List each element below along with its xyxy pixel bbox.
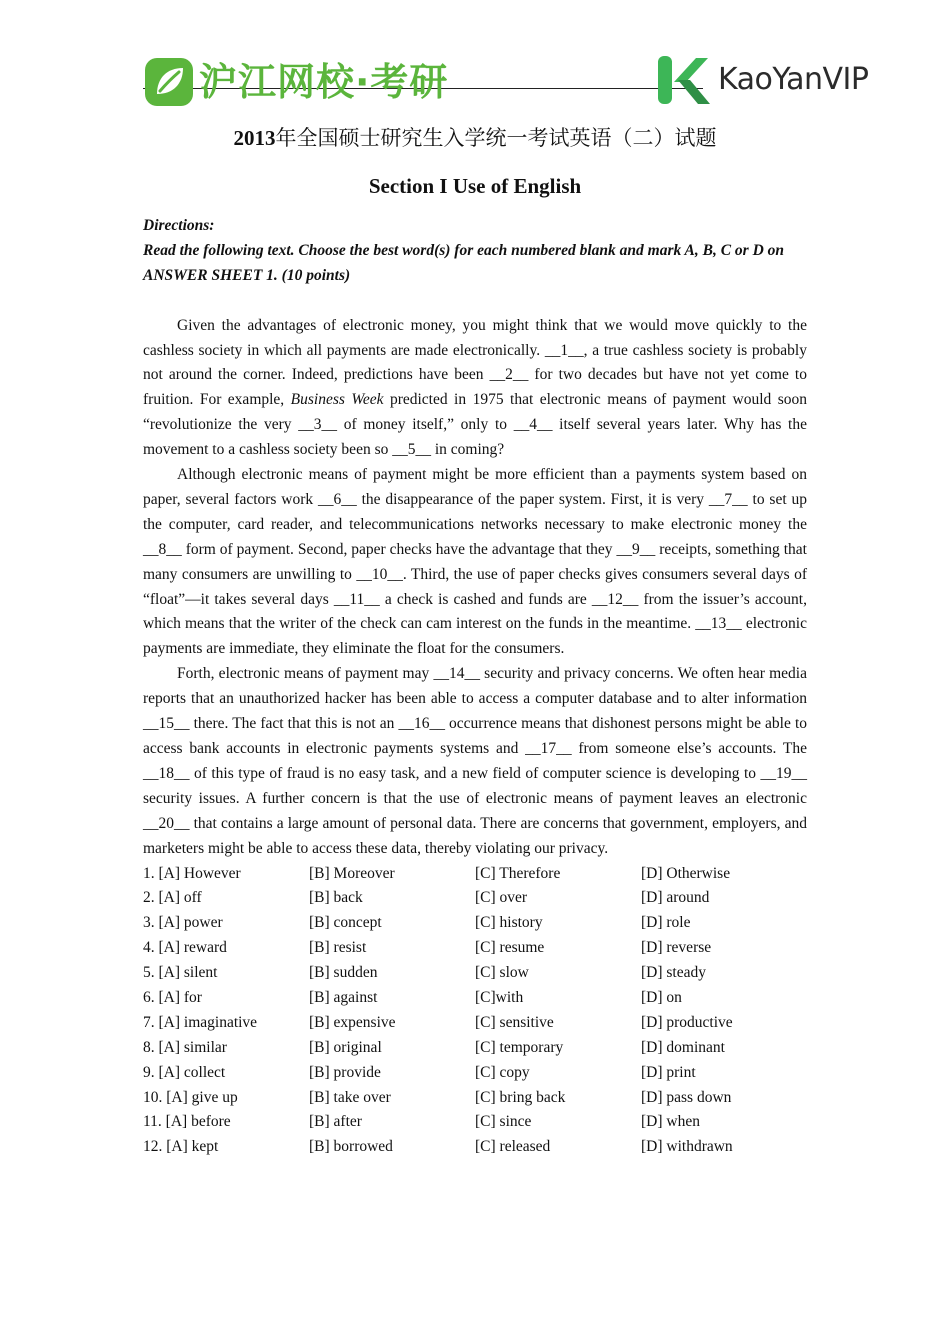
option-row	[143, 936, 807, 961]
option-row	[143, 1061, 807, 1086]
directions-heading: Directions:	[143, 217, 215, 234]
option-choice: 7. [A] imaginative	[143, 1013, 258, 1031]
option-choice: [D] on	[641, 989, 682, 1006]
option-row	[143, 1011, 807, 1036]
spacer	[143, 289, 807, 314]
option-choice: [B] resist	[309, 939, 367, 957]
option-row	[143, 1110, 807, 1135]
option-choice: [D] pass down	[641, 1088, 732, 1106]
leaf-icon	[143, 56, 195, 108]
option-choice: [B] Moreover	[309, 864, 395, 882]
option-choice: 1. [A] However	[143, 864, 241, 882]
option-row	[143, 1086, 807, 1111]
option-choice: [D] role	[641, 914, 691, 932]
option-choice: [C] over	[475, 889, 528, 907]
option-choice: [B] after	[309, 1113, 362, 1131]
option-choice: [B] back	[309, 889, 363, 907]
page-header	[0, 0, 950, 115]
paragraph-1-text-a: Given the advantages of electronic money, you might think that we would move quickly to the cashless society in which all payments are made electronically. __1__, a true cashless society is probably not around the corner. Indeed, predictions have been __2__ for two decades but have not yet come to fruition. For example,	[143, 316, 807, 409]
option-choice: [B] take over	[309, 1088, 391, 1106]
k-logo-icon	[654, 52, 710, 108]
option-choice: [D] Otherwise	[641, 864, 731, 882]
option-choice: [C] released	[475, 1138, 551, 1156]
option-row	[143, 986, 807, 1011]
option-row	[143, 1036, 807, 1061]
option-choice: 11. [A] before	[143, 1113, 231, 1131]
option-choice: [D] when	[641, 1113, 700, 1131]
option-row	[143, 911, 807, 936]
hujiang-logo	[143, 54, 448, 110]
option-choice: [D] dominant	[641, 1038, 725, 1056]
option-row	[143, 886, 807, 911]
exam-title-text: 年全国硕士研究生入学统一考试英语（二）试题	[275, 126, 717, 150]
option-choice: [C] temporary	[475, 1038, 564, 1056]
option-choice: 8. [A] similar	[143, 1038, 227, 1056]
paragraph-3: Forth, electronic means of payment may __14__ security and privacy concerns. We often hear media reports that an unauthorized hacker has been able to access a computer database and to alter information __15__ there. The fact that this is not an __16__ occurrence means that dishonest persons might be able to access bank accounts in electronic payments systems and __17__ from someone else’s accounts. The __18__ of this type of fraud is no easy task, and a new field of computer science is developing to __19__ security issues. A further concern is that the use of electronic means of payment leaves an electronic __20__ that contains a large amount of personal data. There are concerns that government, employers, and marketers might be able to access these data, thereby violating our privacy.	[143, 665, 807, 857]
option-choice: [D] print	[641, 1063, 696, 1081]
option-choice: [C] history	[475, 914, 543, 932]
option-choice: [D] steady	[641, 964, 706, 982]
option-choice: 6. [A] for	[143, 989, 202, 1006]
option-choice: 9. [A] collect	[143, 1063, 226, 1081]
option-choice: [C] sensitive	[475, 1013, 554, 1031]
option-choice: 10. [A] give up	[143, 1088, 238, 1106]
kaoyanvip-logo	[654, 52, 868, 108]
option-choice: [D] reverse	[641, 939, 712, 957]
option-choice: [B] original	[309, 1038, 382, 1056]
paragraph-1	[143, 314, 807, 463]
options-list	[143, 862, 807, 1161]
option-choice: 5. [A] silent	[143, 964, 218, 982]
option-choice: [D] withdrawn	[641, 1138, 733, 1156]
paragraph-2: Although electronic means of payment might be more efficient than a payments system based on paper, several factors work __6__ the disappearance of the paper system. First, it is very __7__ to set up the computer, card reader, and telecommunications networks necessary to make electronic money the __8__ form of payment. Second, paper checks have the advantage that they __9__ receipts, something that many consumers are unwilling to __10__. Third, the use of paper checks gives consumers several days of “float”—it takes several days __11__ a check is cashed and funds are __12__ from the issuer’s account, which means that the writer of the check can cam interest on the funds in the meantime. __13__ electronic payments are immediate, they eliminate the float for the consumers.	[143, 466, 807, 658]
option-choice: [B] borrowed	[309, 1138, 393, 1156]
option-choice: [B] provide	[309, 1063, 381, 1081]
option-choice: [C] copy	[475, 1063, 530, 1081]
option-choice: [D] productive	[641, 1013, 733, 1031]
paragraph-1-text-b: predicted in 1975 that electronic means of payment would soon “revolutionize the very __3__ of money itself,” only to __4__ itself several years later. Why has the movement to a cashless society been so __5__ in coming?	[143, 391, 807, 459]
option-row	[143, 1135, 807, 1160]
brand-name-cn: 沪江网校·考研	[199, 60, 449, 104]
option-choice: 3. [A] power	[143, 914, 223, 932]
document-body	[143, 214, 807, 1160]
option-choice: [B] expensive	[309, 1013, 396, 1031]
option-choice: 12. [A] kept	[143, 1138, 219, 1156]
option-choice: [B] concept	[309, 914, 382, 932]
brand-name-en: KaoYanVIP	[718, 62, 869, 97]
option-choice: 4. [A] reward	[143, 939, 227, 957]
option-choice: [C] resume	[475, 939, 545, 957]
option-row	[143, 862, 807, 887]
exam-title	[0, 122, 950, 152]
option-choice: 2. [A] off	[143, 889, 202, 907]
option-row	[143, 961, 807, 986]
option-choice: [D] around	[641, 889, 710, 907]
option-choice: [C] bring back	[475, 1088, 566, 1106]
exam-year: 2013	[233, 126, 276, 150]
option-choice: [C]with	[475, 989, 524, 1006]
option-choice: [C] since	[475, 1113, 532, 1131]
option-choice: [C] slow	[475, 964, 529, 982]
option-choice: [C] Therefore	[475, 864, 561, 882]
option-choice: [B] against	[309, 989, 378, 1006]
publication-name: Business Week	[290, 391, 384, 409]
directions-text: Read the following text. Choose the best word(s) for each numbered blank and mark A, B, C or D on ANSWER SHEET 1. (10 points)	[143, 241, 785, 284]
section-title: Section I Use of English	[368, 174, 582, 198]
option-choice: [B] sudden	[309, 964, 378, 982]
